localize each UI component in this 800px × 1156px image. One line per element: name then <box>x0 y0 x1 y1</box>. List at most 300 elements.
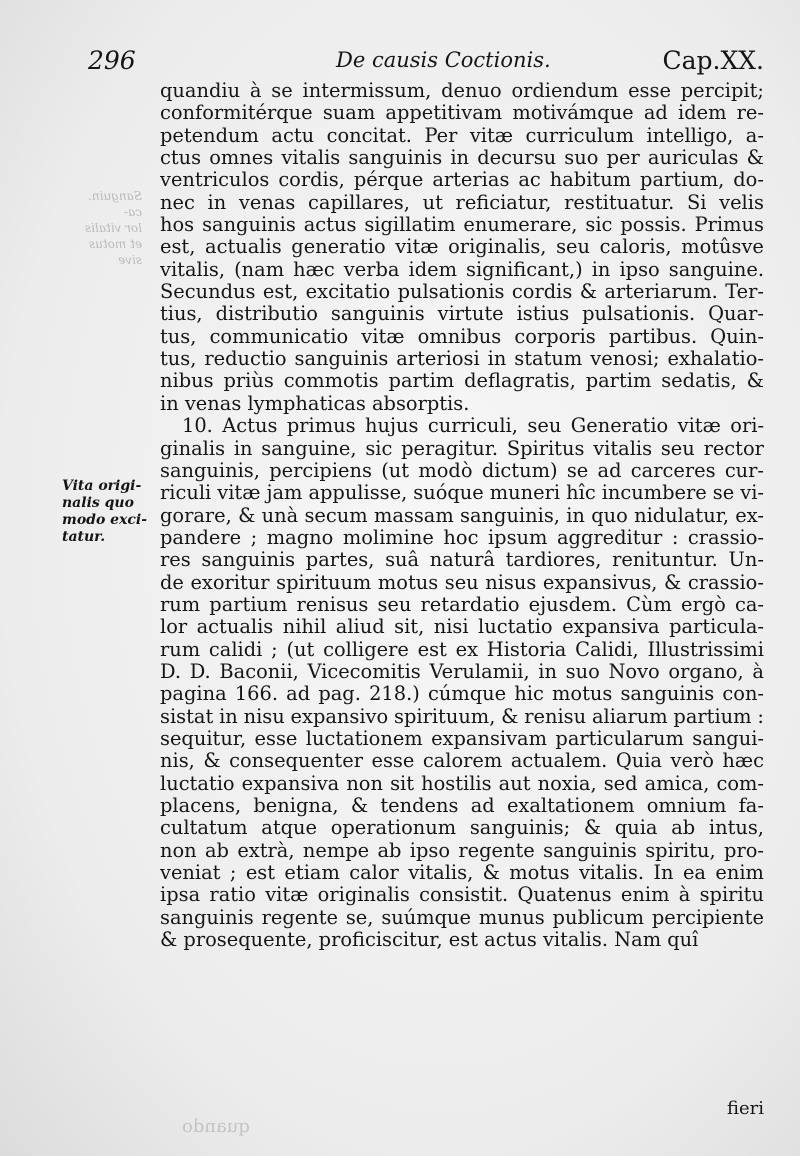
word: hîc <box>566 481 596 505</box>
word: enumerare, <box>463 213 578 237</box>
word: amica, <box>644 771 710 795</box>
word: hoc <box>443 525 479 549</box>
word: ipso <box>409 838 451 862</box>
word: veniat <box>160 861 221 885</box>
word: calidi <box>208 637 263 661</box>
word: pagina <box>160 682 227 706</box>
running-title: De causis Coctionis. <box>336 48 551 72</box>
text-line-content: in venas lymphaticas absorptis. <box>160 391 470 415</box>
text-line <box>160 102 764 124</box>
word: actualis <box>196 615 274 639</box>
word: muneri <box>489 481 561 505</box>
text-line <box>160 639 764 661</box>
word: Primus <box>694 213 764 237</box>
word: naturâ <box>429 548 495 572</box>
word: sistat <box>160 704 214 728</box>
word: tius, <box>160 302 203 326</box>
word: seu <box>377 592 412 616</box>
text-line <box>160 706 764 728</box>
word: retardatio <box>420 592 520 616</box>
margin-note-line: Vita origi- <box>62 478 142 494</box>
word: in <box>538 659 557 683</box>
word: Quin- <box>710 324 764 348</box>
word: Verulamii, <box>429 659 530 683</box>
word: calorem <box>422 749 503 773</box>
word: spirituum, <box>394 704 496 728</box>
word: ad <box>643 101 668 125</box>
word: & <box>664 570 682 594</box>
word: re- <box>736 101 764 125</box>
word: verba <box>343 257 400 281</box>
word: se <box>566 458 589 482</box>
word: vitalis. <box>578 861 644 885</box>
word: 166. <box>234 682 278 706</box>
bleed-line: et motus <box>88 237 142 251</box>
text-line <box>160 348 764 370</box>
word: enim <box>715 861 764 885</box>
running-header <box>88 42 764 82</box>
word: Quar- <box>708 302 764 326</box>
word: ex- <box>735 503 764 527</box>
text-line <box>160 840 764 862</box>
word: est, <box>160 235 196 259</box>
word: sanguinis <box>543 838 637 862</box>
word: (ut <box>286 637 315 661</box>
word: Novo <box>608 659 660 683</box>
word: atque <box>261 816 318 840</box>
word: Illustrissimi <box>647 637 764 661</box>
word: sanguinis <box>294 347 389 371</box>
word: sanguine. <box>668 257 764 281</box>
word: riculi <box>160 481 212 505</box>
text-line <box>160 125 764 147</box>
word: in <box>566 503 585 527</box>
word: ad <box>470 794 495 817</box>
word: communicatio <box>209 324 349 348</box>
word: consequenter <box>229 749 363 773</box>
word: molimine <box>342 525 434 549</box>
word: ad <box>286 682 311 706</box>
word: sanguinis, <box>460 503 560 527</box>
word: sanguinis <box>330 302 425 326</box>
word: in <box>591 257 611 281</box>
text-line <box>160 594 764 616</box>
word: in <box>207 190 227 214</box>
bleed-line: sive <box>118 253 142 267</box>
word: hæc <box>293 257 335 281</box>
word: etiam <box>284 861 340 885</box>
word: statum <box>514 347 583 371</box>
word: à <box>678 883 691 907</box>
word: seu <box>444 570 479 594</box>
word: suóque <box>413 481 484 505</box>
word: hos <box>160 213 195 237</box>
word: se <box>712 481 735 505</box>
word: sanguinis <box>620 682 715 706</box>
word: partium, <box>640 168 725 192</box>
word: quandiu <box>160 79 241 102</box>
bleed-line: Sanguin. ca- <box>88 189 142 219</box>
word: ejusdem. <box>528 592 618 616</box>
word: sanguinis <box>160 905 254 929</box>
word: placens, <box>160 794 242 817</box>
word: fa- <box>738 794 764 817</box>
margin-note-line: modo exci- <box>62 512 148 528</box>
word: sequitur, <box>160 726 247 750</box>
word: nec <box>160 190 195 214</box>
text-line <box>160 281 764 303</box>
word: ab <box>671 816 696 840</box>
word: & <box>350 794 369 817</box>
margin-note-line: nalis quo <box>62 495 134 511</box>
text-line <box>160 192 764 214</box>
word: arteriosi <box>396 347 480 371</box>
word: in <box>219 704 238 728</box>
word: per <box>606 146 640 170</box>
word: motivámque <box>512 101 634 125</box>
word: modò <box>418 458 473 482</box>
word: excitatio <box>305 280 391 304</box>
word: sanguinis <box>348 146 443 170</box>
word: corporis <box>514 324 596 348</box>
text-line <box>160 80 764 102</box>
word: vitæ <box>361 324 405 348</box>
word: motus <box>552 682 613 706</box>
word: carceres <box>630 458 716 482</box>
word: actualem. <box>510 749 608 773</box>
word: & <box>579 280 597 304</box>
word: sanguinis; <box>469 816 571 840</box>
text-line <box>160 616 764 638</box>
word: non <box>346 771 383 795</box>
word: ; <box>250 525 258 549</box>
word: gorare, <box>160 503 232 527</box>
word: Baconii, <box>219 659 299 683</box>
word: suo <box>564 146 599 170</box>
word: ipsum <box>487 525 548 549</box>
word: vitalis <box>593 436 653 460</box>
word: omnibus <box>417 324 502 348</box>
word: extrà, <box>237 838 295 862</box>
word: appulisse, <box>308 481 408 505</box>
word: sigillatim <box>364 213 456 237</box>
word: venas <box>238 190 296 214</box>
word: esse <box>628 79 671 102</box>
word: ori- <box>730 414 764 438</box>
word: exhalatio- <box>667 347 764 371</box>
word: & <box>501 704 519 728</box>
word: est, <box>262 280 299 304</box>
word: Actus <box>222 414 278 438</box>
word: venosi; <box>590 347 660 371</box>
word: ginalis <box>160 436 226 460</box>
margin-note-line: tatur. <box>62 529 106 545</box>
word: Generatio <box>570 414 669 438</box>
text-line <box>160 482 764 504</box>
word: primus <box>286 414 356 438</box>
word: & <box>482 861 500 885</box>
text-line <box>160 572 764 594</box>
word: hæc <box>722 749 764 773</box>
word: pandere <box>160 525 242 549</box>
text-line <box>160 460 764 482</box>
word: renisu <box>524 704 587 728</box>
word: distributio <box>215 302 318 326</box>
word: actus <box>303 213 357 237</box>
margin-note <box>62 478 158 546</box>
word: nisus <box>485 570 537 594</box>
word: possis. <box>620 213 687 237</box>
word: actu <box>271 123 315 147</box>
word: 10. <box>182 414 213 438</box>
word: pro- <box>724 838 764 862</box>
word: omnes <box>209 146 274 170</box>
word: nihil <box>282 615 327 639</box>
word: partibus. <box>608 324 698 348</box>
word: benigna, <box>253 794 339 817</box>
word: vitæ <box>677 414 721 438</box>
word: sit, <box>394 615 425 639</box>
word: se <box>271 79 293 102</box>
word: arteriarum. <box>604 280 718 304</box>
chapter-label: Cap.XX. <box>662 46 764 75</box>
text-line <box>160 415 764 437</box>
word: capillares, <box>308 190 410 214</box>
word: ventriculos <box>160 168 270 192</box>
word: regente <box>458 838 535 862</box>
word: Calidi, <box>575 637 639 661</box>
word: partes, <box>305 548 375 572</box>
word: habitum <box>549 168 632 192</box>
word: crassio- <box>687 570 764 594</box>
word: aggreditur <box>556 525 663 549</box>
body-text <box>160 80 764 951</box>
word: suam <box>322 101 376 125</box>
word: percipit; <box>680 79 764 102</box>
word: 218.) <box>369 682 420 706</box>
word: & <box>203 749 221 773</box>
word: à <box>752 659 764 683</box>
word: ordiendum <box>511 79 619 102</box>
word: suâ <box>385 548 420 572</box>
word: percipiens <box>269 458 372 482</box>
word: idem <box>408 257 457 281</box>
word: cúmque <box>427 682 507 706</box>
word: rum <box>160 592 201 616</box>
word: intermissum, <box>302 79 432 102</box>
word: vitæ <box>469 123 514 147</box>
word: hujus <box>365 414 419 438</box>
word: est <box>245 861 276 885</box>
word: intus, <box>708 816 764 840</box>
word: luctationem <box>305 726 423 750</box>
bleed-through-bottom: quando <box>182 1116 250 1137</box>
word: ; <box>229 861 237 885</box>
word: reductio <box>204 347 287 371</box>
word: caloris, <box>599 235 672 259</box>
word: se, <box>345 905 374 929</box>
word: expansiva <box>241 771 340 795</box>
word: ratio <box>209 883 256 907</box>
word: ea <box>682 861 706 885</box>
word: ut <box>422 190 443 214</box>
text-line <box>160 549 764 571</box>
word: spirituum <box>276 570 372 594</box>
word: res <box>160 548 191 572</box>
word: expansivus, <box>542 570 658 594</box>
text-line <box>160 773 764 795</box>
word: do- <box>733 168 764 192</box>
word: partim <box>388 369 455 393</box>
word: restituatur. <box>564 190 675 214</box>
word: quo <box>591 503 628 527</box>
word: actualis <box>205 235 282 259</box>
text-line <box>160 147 764 169</box>
word: : <box>671 525 679 549</box>
word: nidulatur, <box>634 503 730 527</box>
word: motus <box>377 570 439 594</box>
word: operationum <box>330 816 457 840</box>
word: dictum) <box>481 458 558 482</box>
word: in <box>450 146 470 170</box>
word: ab <box>205 838 229 862</box>
word: denuo <box>441 79 502 102</box>
word: velis <box>719 190 764 214</box>
text-line <box>160 393 764 415</box>
word: pérque <box>353 168 424 192</box>
word: Vicecomitis <box>307 659 421 683</box>
word: ctus <box>160 146 202 170</box>
word: motus <box>509 861 570 885</box>
text-line <box>160 929 764 951</box>
word: esse <box>254 726 298 750</box>
text-line <box>160 527 764 549</box>
word: suúmque <box>381 905 472 929</box>
word: aliud <box>335 615 385 639</box>
word: verò <box>670 749 714 773</box>
word: reficiatur, <box>455 190 552 214</box>
word: aliarum <box>591 704 668 728</box>
word: sic <box>365 436 393 460</box>
word: nis, <box>160 749 195 773</box>
word: ergò <box>681 592 726 616</box>
text-line <box>160 907 764 929</box>
word: sanguinis, <box>160 458 260 482</box>
text-line <box>160 370 764 392</box>
text-line <box>160 303 764 325</box>
word: vitæ <box>217 481 261 505</box>
word: istius <box>516 302 570 326</box>
word: luctatio <box>160 771 235 795</box>
word: in <box>487 347 507 371</box>
text-line <box>160 169 764 191</box>
word: & <box>746 146 764 170</box>
text-line <box>160 728 764 750</box>
word: ex <box>455 637 479 661</box>
text-line <box>160 862 764 884</box>
word: Quia <box>615 749 662 773</box>
word: Un- <box>728 548 764 572</box>
word: commotis <box>283 369 379 393</box>
word: curriculi, <box>427 414 518 438</box>
text-line <box>160 236 764 258</box>
word: vitalis, <box>160 257 226 281</box>
word: aut <box>498 771 531 795</box>
text-line-content: & prosequente, proficiscitur, est actus vitalis. Nam quî <box>160 928 699 952</box>
word: particula- <box>669 615 764 639</box>
word: sanguinis <box>202 213 296 237</box>
word: est <box>417 637 447 661</box>
word: generatio <box>291 235 386 259</box>
word: petendum <box>160 123 259 147</box>
text-line <box>160 661 764 683</box>
word: esse <box>371 749 415 773</box>
word: ad <box>597 458 622 482</box>
text-line <box>160 505 764 527</box>
word: massam <box>373 503 454 527</box>
word: seu <box>527 414 562 438</box>
word: in <box>233 436 253 460</box>
word: secum <box>304 503 368 527</box>
word: concitat. <box>326 123 412 147</box>
word: In <box>653 861 674 885</box>
word: appetitivam <box>385 101 503 125</box>
word: quia <box>614 816 658 840</box>
word: incumbere <box>601 481 707 505</box>
word: Spiritus <box>506 436 585 460</box>
word: originalis, <box>448 235 547 259</box>
word: partium <box>209 592 288 616</box>
word: crassio- <box>687 525 764 549</box>
text-line <box>160 817 764 839</box>
text-line <box>160 214 764 236</box>
word: spiritu, <box>645 838 716 862</box>
word: Ter- <box>725 280 764 304</box>
word: nisu <box>243 704 285 728</box>
word: D. <box>160 659 182 683</box>
catchword: fieri <box>726 1098 764 1119</box>
word: cur- <box>724 458 764 482</box>
word: expansivo <box>290 704 389 728</box>
word: originalis <box>317 883 410 907</box>
word: Cùm <box>626 592 672 616</box>
word: nempe <box>302 838 370 862</box>
word: publicum <box>552 905 644 929</box>
word: priùs <box>223 369 274 393</box>
word: Per <box>424 123 458 147</box>
word: a- <box>745 123 764 147</box>
word: rector <box>703 436 764 460</box>
word: pulsationis. <box>582 302 696 326</box>
word: nibus <box>160 369 214 393</box>
word: cordis <box>511 280 573 304</box>
word: (nam <box>234 257 285 281</box>
word: tus, <box>160 347 197 371</box>
word: sanguine, <box>261 436 357 460</box>
word: tus, <box>160 324 197 348</box>
word: suo <box>565 659 600 683</box>
word: sic <box>585 213 613 237</box>
text-line <box>160 438 764 460</box>
word: unà <box>261 503 299 527</box>
word: seu <box>660 436 695 460</box>
word: consistit. <box>419 883 509 907</box>
word: enim <box>620 883 670 907</box>
word: sanguinis <box>201 548 296 572</box>
bleed-through-text <box>72 188 142 268</box>
word: sedatis, <box>661 369 737 393</box>
word: expansiva <box>562 615 660 639</box>
